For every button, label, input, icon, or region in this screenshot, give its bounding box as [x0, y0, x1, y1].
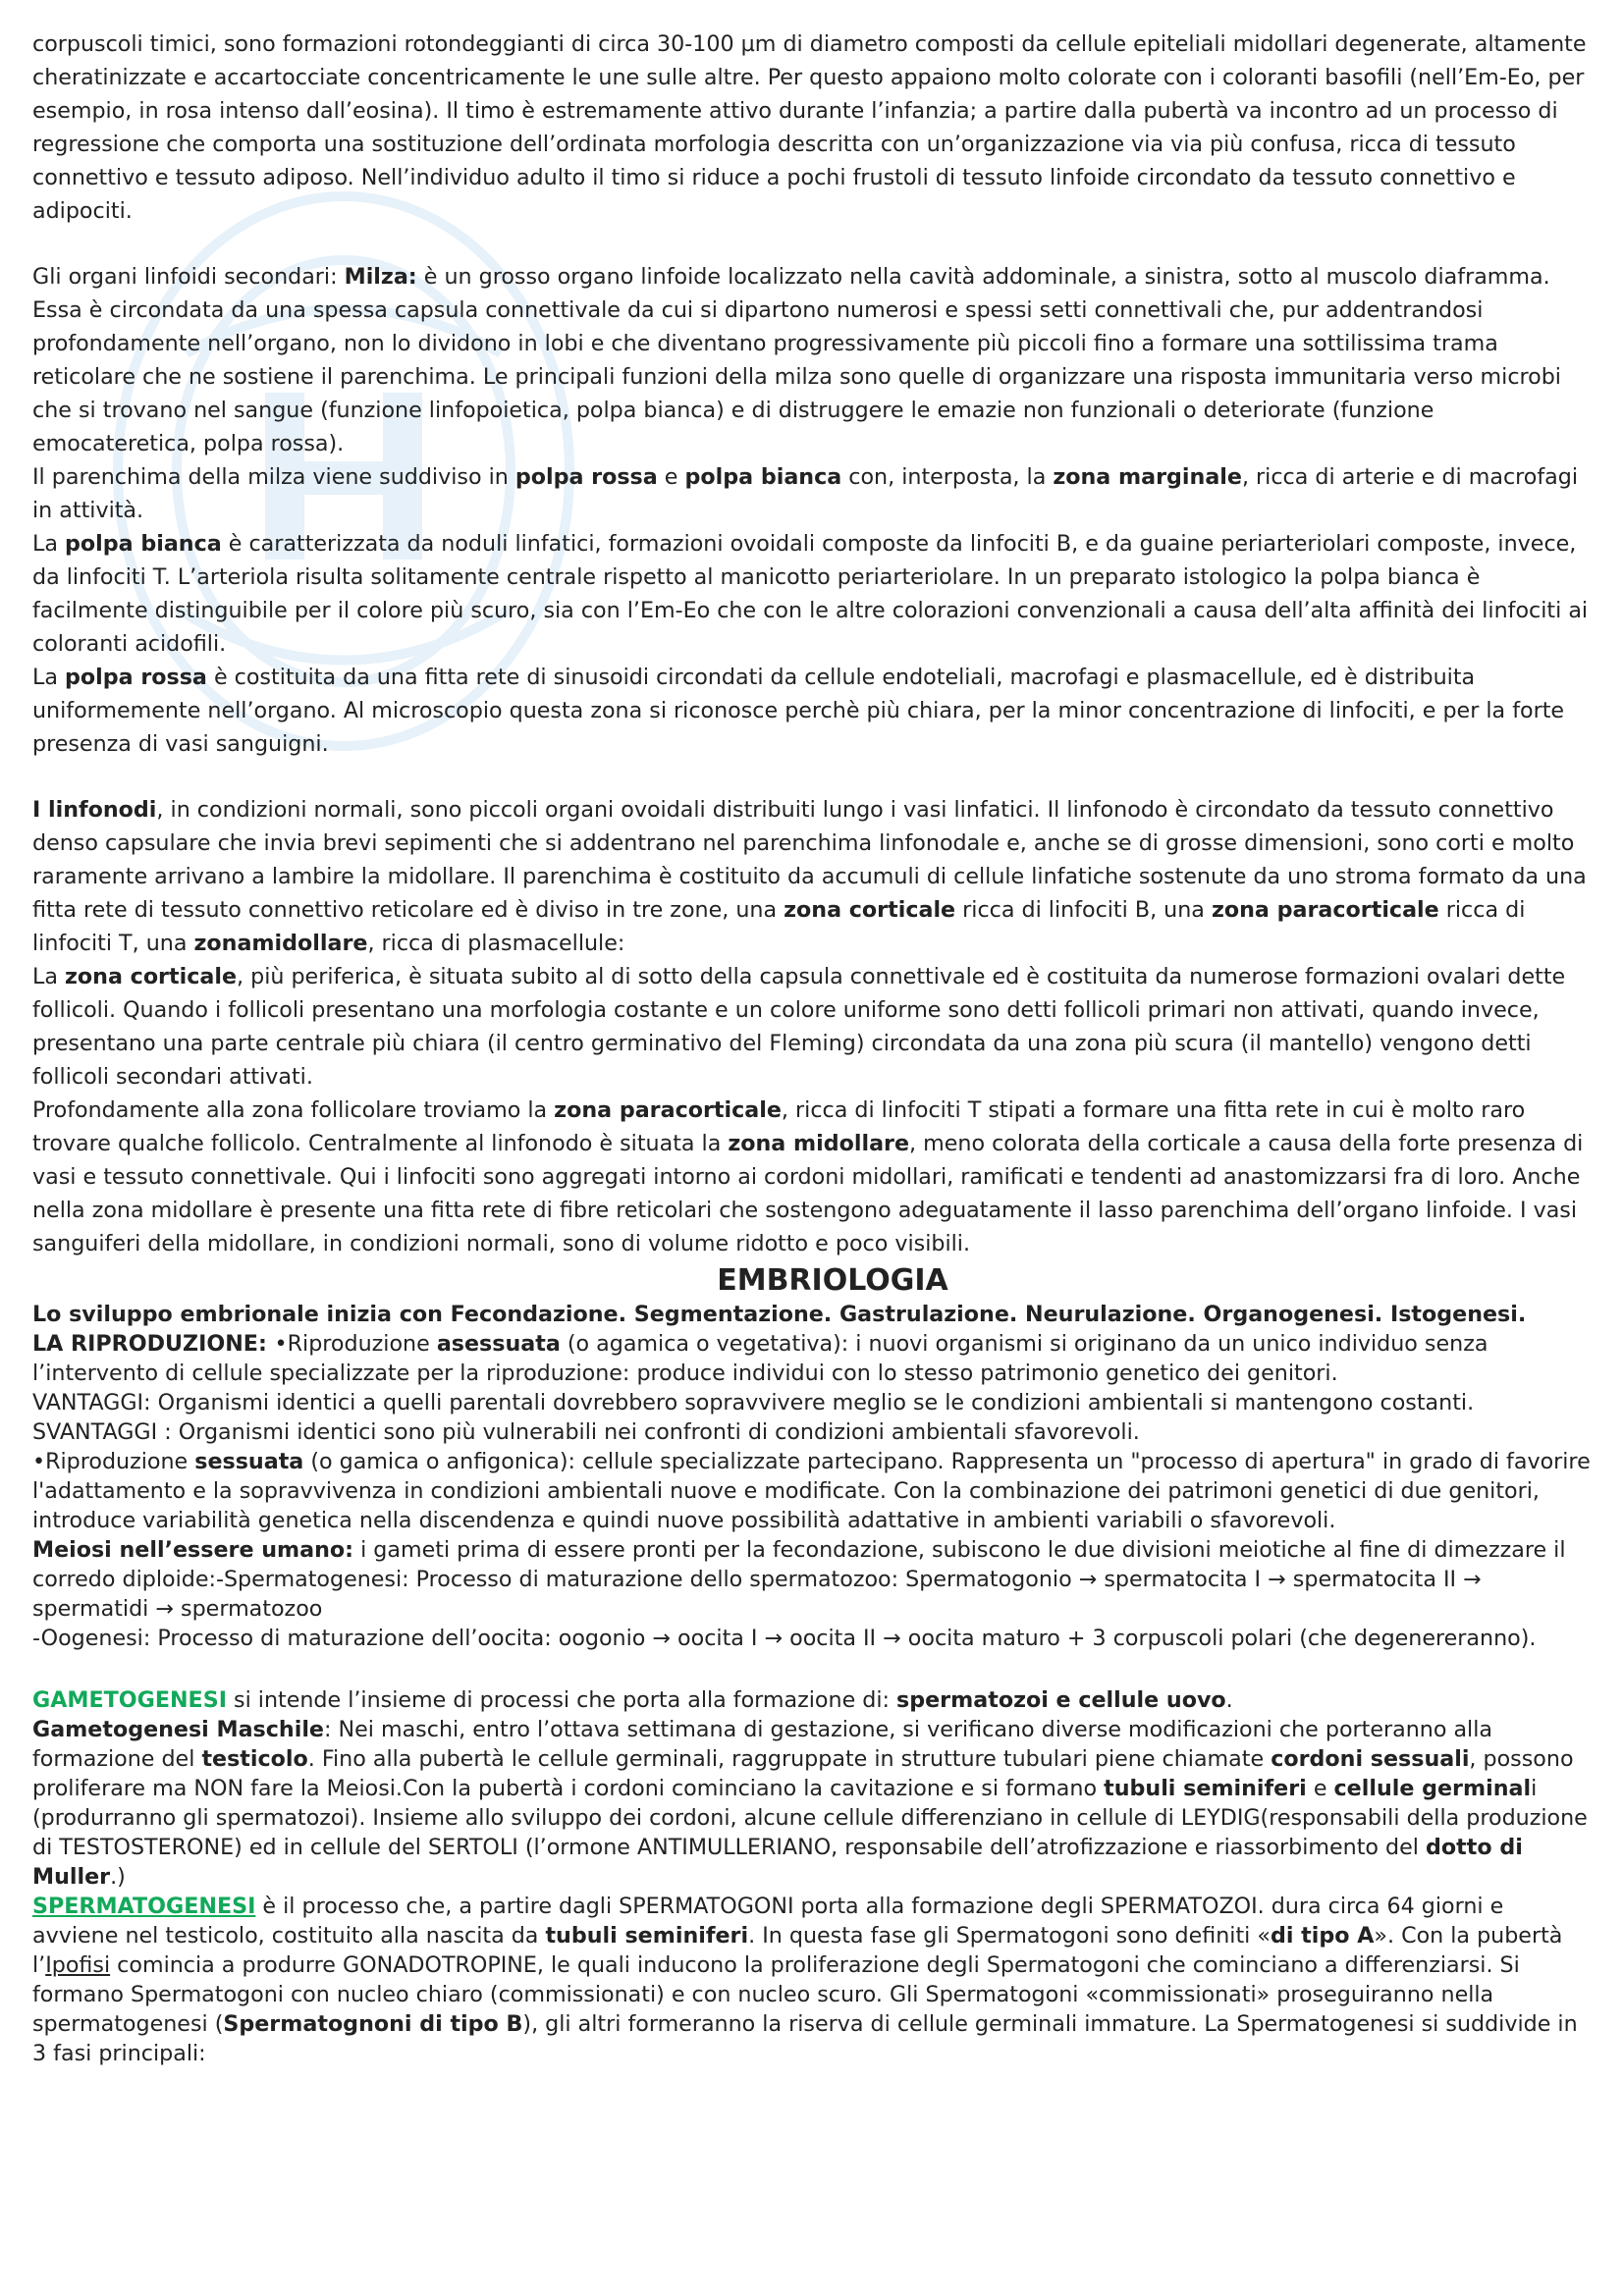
term-spermatozoi-uova: spermatozoi e cellule uovo: [896, 1687, 1226, 1713]
text-run: è il processo che, a partire dagli SPERMATOGONI porta alla formazione degli SPERMATOZOI. dura circa 64 giorni e avviene nel testicolo, costituito alla nascita da: [32, 1894, 1504, 1949]
timo-paragraph: corpuscoli timici, sono formazioni rotondeggianti di circa 30-100 µm di diametro composti da cellule epiteliali midollari degenerate, altamente cheratinizzate e accartocciate concentricamente le une sulle altre. Per questo appaiono molto colorate con i coloranti basofili (nell’Em-Eo, per esempio, in rosa intenso dall’eosina). Il timo è estremamente attivo durante l’infanzia; a partire dalla pubertà va incontro ad un processo di regressione che comporta una sostituzione dell’ordinata morfologia descritta con un’organizzazione via via più confusa, ricca di tessuto connettivo e tessuto adiposo. Nell’individuo adulto il timo si riduce a pochi frustoli di tessuto linfoide circondato da tessuto connettivo e adipociti.: [32, 31, 1587, 224]
term-zona-paracorticale: zona paracorticale: [1211, 897, 1439, 923]
text-run: •Riproduzione: [32, 1449, 195, 1474]
text-run: comincia a produrre GONADOTROPINE, le quali inducono la proliferazione degli Spermatogoni che cominciano a differenziarsi. Si formano Spermatogoni con nucleo chiaro (commissionati) e con nucleo scuro. Gli Spermatogoni «commissionati» proseguiranno nella spermatogenesi (: [32, 1952, 1520, 2037]
term-polpa-bianca: polpa bianca: [65, 531, 222, 557]
embriologia-section: [32, 1300, 1594, 2068]
text-run: con, interposta, la: [841, 464, 1054, 490]
text-run: , ricca di plasmacellule:: [367, 931, 625, 956]
text-run: Gli organi linfoidi secondari:: [32, 264, 345, 290]
term-gametogenesi: GAMETOGENESI: [32, 1687, 227, 1713]
term-spermatogoni-tipo-b: Spermatognoni di tipo B: [223, 2011, 523, 2037]
text-run: Il parenchima della milza viene suddiviso in: [32, 464, 515, 490]
term-dotto-di-muller: dotto di Muller: [32, 1835, 1523, 1890]
embriologia-subtitle: [32, 1300, 1594, 1329]
polpa-rossa-paragraph: [32, 661, 1594, 761]
gametogenesi-paragraph: [32, 1685, 1594, 1715]
term-linfonodi: I linfonodi: [32, 797, 157, 823]
gametogenesi-maschile-paragraph: [32, 1715, 1594, 1892]
riproduzione-asessuata: [32, 1329, 1594, 1388]
term-sessuata: sessuata: [194, 1449, 304, 1474]
term-tubuli-seminiferi: tubuli seminiferi: [545, 1923, 749, 1949]
text-run: : Nei maschi, entro l’ottava settimana di gestazione, si verificano diverse modificazioni che porteranno alla formazione del: [32, 1717, 1492, 1772]
riproduzione-sessuata: [32, 1447, 1594, 1535]
term-zona-marginale: zona marginale: [1053, 464, 1242, 490]
term-polpa-rossa: polpa rossa: [65, 665, 207, 690]
term-zona-corticale: zona corticale: [784, 897, 956, 923]
svantaggi-paragraph: SVANTAGGI : Organismi identici sono più vulnerabili nei confronti di condizioni ambientali sfavorevoli.: [32, 1419, 1140, 1445]
text-run: e: [1306, 1776, 1334, 1801]
term-tubuli-seminiferi: tubuli seminiferi: [1104, 1776, 1307, 1801]
text-run: (o agamica o vegetativa): i nuovi organismi si originano da un unico individuo senza l’intervento di cellule specializzate per la riproduzione: produce individui con lo stesso patrimonio genetico dei genitori.: [32, 1331, 1488, 1386]
text-run: La: [32, 531, 66, 557]
term-milza: Milza:: [344, 264, 417, 290]
term-zona-midollare: zonamidollare: [193, 931, 368, 956]
term-ipofisi: Ipofisi: [45, 1952, 111, 1978]
term-zona-paracorticale: zona paracorticale: [554, 1097, 782, 1123]
spermatogenesi-paragraph: [32, 1892, 1594, 2068]
term-cellule-germinali: cellule germinal: [1333, 1776, 1532, 1801]
text-run: La: [32, 964, 66, 989]
linfonodi-paragraph-1: [32, 793, 1594, 960]
term-gametogenesi-maschile: Gametogenesi Maschile: [32, 1717, 324, 1742]
term-cordoni-sessuali: cordoni sessuali: [1271, 1746, 1470, 1772]
milza-paragraph-2: [32, 460, 1594, 527]
vantaggi-paragraph: VANTAGGI: Organismi identici a quelli parentali dovrebbero sopravvivere meglio se le condizioni ambientali si mantengono costanti.: [32, 1390, 1475, 1415]
text-run: .: [1225, 1687, 1233, 1713]
text-run: è costituita da una fitta rete di sinusoidi circondati da cellule endoteliali, macrofagi e plasmacellule, ed è distribuita uniformemente nell’organo. Al microscopio questa zona si riconosce perchè più chiara, per la minor concentrazione di linfociti, e per la forte presenza di vasi sanguigni.: [32, 665, 1565, 757]
text-run: ricca di linfociti B, una: [955, 897, 1212, 923]
term-asessuata: asessuata: [436, 1331, 561, 1357]
document-body: [32, 27, 1594, 2068]
text-run: i gameti prima di essere pronti per la fecondazione, subiscono le due divisioni meiotiche al fine di dimezzare il corredo diploide:-Spermatogenesi: Processo di maturazione dello spermatozoo: Spermatogonio → spermatocita I → spermatocita II → spermatidi → spermatozoo: [32, 1537, 1566, 1622]
text-run: .): [110, 1864, 126, 1890]
term-polpa-rossa: polpa rossa: [514, 464, 658, 490]
text-run: i (produrranno gli spermatozoi). Insieme allo sviluppo dei cordoni, alcune cellule differenziano in cellule di LEYDIG(responsabili della produzione di TESTOSTERONE) ed in cellule del SERTOLI (l’ormone ANTIMULLERIANO, responsabile dell’atrofizzazione e riassorbimento del: [32, 1776, 1588, 1860]
text-run: ricca di linfociti T, una: [32, 897, 1526, 956]
text-run: , più periferica, è situata subito al di sotto della capsula connettivale ed è costituita da numerose formazioni ovalari dette follicoli. Quando i follicoli presentano una morfologia costante e un colore uniforme sono detti follicoli primari non attivati, quando invece, presentano una parte centrale più chiara (il centro germinativo del Fleming) circondata da una zona più scura (il mantello) vengono detti follicoli secondari attivati.: [32, 964, 1566, 1090]
text-run: . Fino alla pubertà le cellule germinali, raggruppate in strutture tubulari piene chiamate: [307, 1746, 1271, 1772]
term-zona-corticale: zona corticale: [65, 964, 237, 989]
term-meiosi: Meiosi nell’essere umano:: [32, 1537, 354, 1563]
text-run: ), gli altri formeranno la riserva di cellule germinali immature. La Spermatogenesi si suddivide in 3 fasi principali:: [32, 2011, 1578, 2066]
linfonodi-paragraph-3: [32, 1094, 1594, 1260]
text-run: ». Con la pubertà l’: [32, 1923, 1563, 1978]
text-run: e: [657, 464, 685, 490]
text-run: si intende l’insieme di processi che porta alla formazione di:: [226, 1687, 897, 1713]
text-run: , possono proliferare ma NON fare la Meiosi.Con la pubertà i cordoni cominciano la cavitazione e si formano: [32, 1746, 1574, 1801]
oogenesi-paragraph: -Oogenesi: Processo di maturazione dell’oocita: oogonio → oocita I → oocita II → oocita maturo + 3 corpuscoli polari (che degenereranno).: [32, 1626, 1537, 1651]
term-di-tipo-a: di tipo A: [1270, 1923, 1375, 1949]
text-run: •Riproduzione: [274, 1331, 437, 1357]
milza-paragraph-1: [32, 260, 1594, 460]
text-run: è caratterizzata da noduli linfatici, formazioni ovoidali composte da linfociti B, e da guaine periarteriolari composte, invece, da linfociti T. L’arteriola risulta solitamente centrale rispetto al manicotto periarteriolare. In un preparato istologico la polpa bianca è facilmente distinguibile per il colore più scuro, sia con l’Em-Eo che con le altre colorazioni convenzionali a causa dell’alta affinità dei linfociti ai coloranti acidofili.: [32, 531, 1589, 657]
term-polpa-bianca: polpa bianca: [684, 464, 842, 490]
text-run: , ricca di arterie e di macrofagi in attività.: [32, 464, 1579, 523]
meiosi-paragraph: [32, 1535, 1594, 1624]
text-run: La: [32, 665, 66, 690]
text-run: , in condizioni normali, sono piccoli organi ovoidali distribuiti lungo i vasi linfatici. Il linfonodo è circondato da tessuto connettivo denso capsulare che invia brevi sepimenti che si addentrano nel parenchima linfonodale e, anche se di grosse dimensioni, sono corti e molto raramente arrivano a lambire la midollare. Il parenchima è costituito da accumuli di cellule linfatiche sostenute da uno stroma formato da una fitta rete di tessuto connettivo reticolare ed è diviso in tre zone, una: [32, 797, 1587, 923]
text-run: , meno colorata della corticale a causa della forte presenza di vasi e tessuto connettivale. Qui i linfociti sono aggregati intorno ai cordoni midollari, ramificati e tendenti ad anastomizzarsi fra di loro. Anche nella zona midollare è presente una fitta rete di fibre reticolari che sostengono adeguatamente il lasso parenchima dell’organo linfoide. I vasi sanguiferi della midollare, in condizioni normali, sono di volume ridotto e poco visibili.: [32, 1131, 1584, 1256]
text-run: (o gamica o anfigonica): cellule specializzate partecipano. Rappresenta un "processo di apertura" in grado di favorire l'adattamento e la sopravvivenza in condizioni ambientali nuove e modificate. Con la combinazione dei patrimoni genetici di due genitori, introduce variabilità genetica nella discendenza e quindi nuove possibilità adattative in ambienti variabili o sfavorevoli.: [32, 1449, 1591, 1533]
section-title-embriologia: EMBRIOLOGIA: [717, 1263, 948, 1298]
term-la-riproduzione: LA RIPRODUZIONE:: [32, 1331, 275, 1357]
term-zona-midollare: zona midollare: [728, 1131, 910, 1156]
text-run: . In questa fase gli Spermatogoni sono definiti «: [748, 1923, 1271, 1949]
text-run: è un grosso organo linfoide localizzato nella cavità addominale, a sinistra, sotto al muscolo diaframma. Essa è circondata da una spessa capsula connettivale da cui si dipartono numerosi e spessi setti connettivali che, pur addentrandosi profondamente nell’organo, non lo dividono in lobi e che diventano progressivamente più piccoli fino a formare una sottilissima trama reticolare che ne sostiene il parenchima. Le principali funzioni della milza sono quelle di organizzare una risposta immunitaria verso microbi che si trovano nel sangue (funzione linfopoietica, polpa bianca) e di distruggere le emazie non funzionali o deteriorate (funzione emocateretica, polpa rossa).: [32, 264, 1561, 456]
term-testicolo: testicolo: [201, 1746, 308, 1772]
subtitle-text: Lo sviluppo embrionale inizia con Fecondazione. Segmentazione. Gastrulazione. Neurulazione. Organogenesi. Istogenesi.: [32, 1302, 1527, 1327]
term-spermatogenesi: SPERMATOGENESI: [32, 1894, 256, 1919]
linfonodi-paragraph-2: [32, 960, 1594, 1094]
polpa-bianca-paragraph: [32, 527, 1594, 661]
text-run: Profondamente alla zona follicolare troviamo la: [32, 1097, 555, 1123]
text-run: , ricca di linfociti T stipati a formare una fitta rete in cui è molto raro trovare qualche follicolo. Centralmente al linfonodo è situata la: [32, 1097, 1526, 1156]
